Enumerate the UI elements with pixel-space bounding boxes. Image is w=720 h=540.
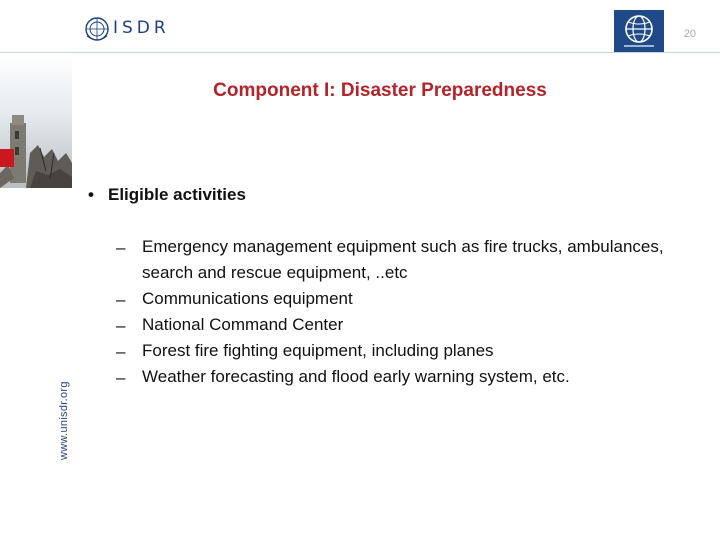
bullet-eligible-activities: [88, 185, 246, 205]
header-divider: [0, 52, 720, 53]
website-url[interactable]: www.unisdr.org: [58, 381, 70, 460]
list-item-text: Forest fire fighting equipment, including planes: [142, 341, 494, 360]
list-item-text: Communications equipment: [142, 289, 353, 308]
red-accent-mark: [0, 149, 14, 167]
list-item: [116, 286, 676, 312]
dash-icon: –: [116, 368, 126, 387]
list-item-text: Weather forecasting and flood early warning system, etc.: [142, 367, 570, 386]
list-item-text: Emergency management equipment such as fire trucks, ambulances, search and rescue equipment, ..etc: [142, 237, 664, 282]
list-item-text: National Command Center: [142, 315, 344, 334]
page-number: 20: [683, 28, 696, 40]
ruins-photo: [0, 53, 72, 188]
dash-icon: –: [116, 238, 126, 257]
bullet-text: Eligible activities: [108, 185, 246, 204]
un-emblem-icon: [84, 16, 110, 42]
list-item: [116, 364, 676, 390]
dash-icon: –: [116, 342, 126, 361]
sub-bullet-list: [116, 234, 676, 390]
world-bank-logo: [614, 10, 664, 52]
bullet-dot-icon: •: [88, 185, 94, 204]
list-item: [116, 234, 676, 286]
list-item: [116, 312, 676, 338]
dash-icon: –: [116, 290, 126, 309]
dash-icon: –: [116, 316, 126, 335]
isdr-logo-text: ISDR: [113, 18, 170, 38]
list-item: [116, 338, 676, 364]
slide-title: Component I: Disaster Preparedness: [213, 80, 547, 101]
